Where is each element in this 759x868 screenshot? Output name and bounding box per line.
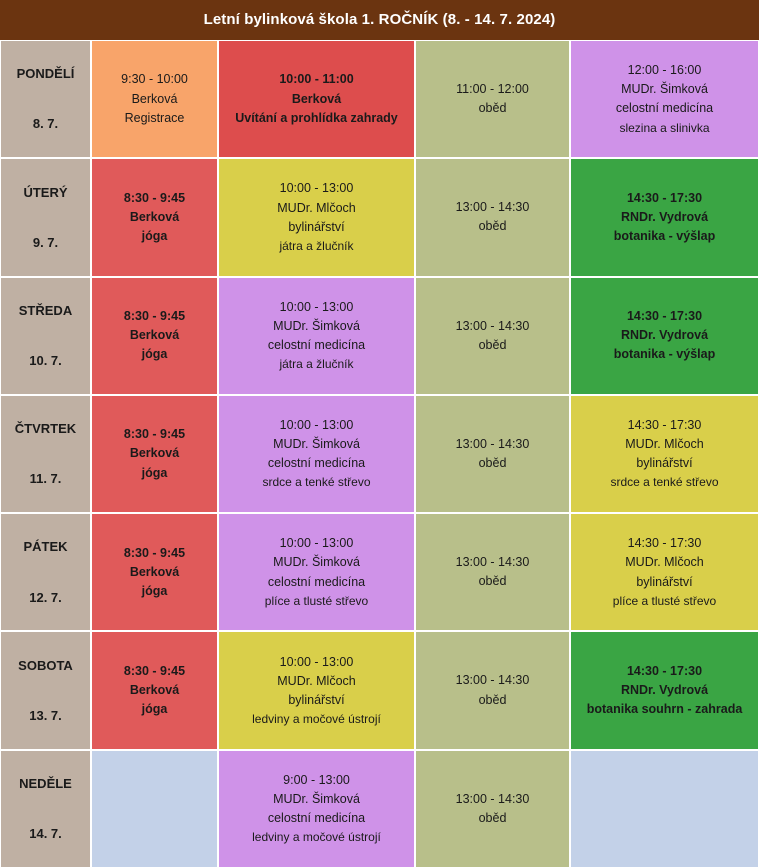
topic-label: bylinářství — [636, 574, 693, 589]
lecturer-label: oběd — [478, 810, 507, 825]
table-row — [0, 395, 759, 513]
lecturer-label: Berková — [129, 682, 180, 697]
day-name: ÚTERÝ — [23, 184, 68, 200]
slot-afternoon-cell — [570, 513, 759, 631]
day-name: PÁTEK — [23, 539, 68, 555]
lecturer-label: MUDr. Šimková — [621, 82, 708, 97]
slot-morning-cell — [91, 513, 218, 631]
day-name: ČTVRTEK — [14, 421, 77, 437]
slot-midday-cell — [218, 631, 415, 749]
table-row — [0, 631, 759, 749]
slot-afternoon-cell — [570, 631, 759, 749]
topic-label: ledviny a močové ústrojí — [252, 711, 381, 726]
lecturer-label: MUDr. Šimková — [273, 555, 360, 570]
topic-label: jóga — [141, 228, 168, 243]
time-label: 11:00 - 12:00 — [456, 82, 529, 97]
topic-label: botanika - výšlap — [613, 228, 716, 243]
lecturer-label: RNDr. Vydrová — [620, 209, 709, 224]
topic-label: Uvítání a prohlídka zahrady — [235, 110, 398, 125]
time-label: 9:30 - 10:00 — [121, 72, 188, 87]
day-cell — [0, 631, 91, 749]
lecturer-label: oběd — [478, 101, 507, 116]
day-cell — [0, 277, 91, 395]
lecturer-label: MUDr. Mlčoch — [277, 200, 356, 215]
slot-midday-cell — [218, 513, 415, 631]
topic-label: jóga — [141, 465, 168, 480]
time-label: 13:00 - 14:30 — [455, 791, 530, 806]
day-cell — [0, 158, 91, 276]
time-label: 8:30 - 9:45 — [123, 545, 186, 560]
topic-label: ledviny a močové ústrojí — [252, 830, 381, 845]
topic-label: jóga — [141, 583, 168, 598]
slot-afternoon-cell — [570, 395, 759, 513]
lecturer-label: Berková — [129, 564, 180, 579]
lecturer-label: Berková — [291, 91, 342, 106]
time-label: 9:00 - 13:00 — [283, 772, 350, 787]
table-row — [0, 277, 759, 395]
topic-label: celostní medicína — [267, 574, 366, 589]
day-date: 13. 7. — [29, 707, 62, 723]
table-row — [0, 750, 759, 868]
table-row — [0, 40, 759, 158]
time-label: 10:00 - 13:00 — [279, 181, 354, 196]
slot-lunch-cell — [415, 395, 570, 513]
time-label: 10:00 - 13:00 — [279, 654, 354, 669]
time-label: 14:30 - 17:30 — [626, 190, 703, 205]
slot-afternoon-cell — [570, 158, 759, 276]
lecturer-label: MUDr. Mlčoch — [625, 555, 704, 570]
time-label: 8:30 - 9:45 — [123, 427, 186, 442]
day-date: 11. 7. — [29, 471, 62, 487]
topic-label: celostní medicína — [267, 811, 366, 826]
time-label: 14:30 - 17:30 — [626, 309, 703, 324]
time-label: 8:30 - 9:45 — [123, 309, 186, 324]
day-name: NEDĚLE — [19, 775, 72, 791]
topic-label: celostní medicína — [267, 456, 366, 471]
time-label: 13:00 - 14:30 — [455, 318, 530, 333]
slot-afternoon-cell — [570, 750, 759, 868]
day-cell — [0, 395, 91, 513]
topic-label: bylinářství — [636, 456, 693, 471]
topic-label: slezina a slinivka — [619, 120, 710, 135]
table-row — [0, 513, 759, 631]
lecturer-label: oběd — [478, 219, 507, 234]
lecturer-label: MUDr. Mlčoch — [625, 437, 704, 452]
day-name: STŘEDA — [18, 302, 73, 318]
slot-morning-cell — [91, 395, 218, 513]
lecturer-label: Berková — [131, 91, 178, 106]
slot-lunch-cell — [415, 750, 570, 868]
lecturer-label: oběd — [478, 455, 507, 470]
day-name: SOBOTA — [18, 657, 73, 673]
schedule-grid — [0, 40, 759, 868]
lecturer-label: MUDr. Šimková — [273, 791, 360, 806]
time-label: 14:30 - 17:30 — [626, 663, 703, 678]
time-label: 14:30 - 17:30 — [627, 418, 702, 432]
lecturer-label: Berková — [129, 209, 180, 224]
day-cell — [0, 513, 91, 631]
day-date: 10. 7. — [29, 352, 62, 368]
time-label: 13:00 - 14:30 — [455, 673, 530, 688]
topic-label: srdce a tenké střevo — [610, 475, 719, 490]
slot-midday-cell — [218, 158, 415, 276]
slot-lunch-cell — [415, 40, 570, 158]
lecturer-label: RNDr. Vydrová — [620, 328, 709, 343]
lecturer-label: RNDr. Vydrová — [620, 682, 709, 697]
time-label: 13:00 - 14:30 — [455, 200, 530, 215]
topic-label: plíce a tlusté střevo — [264, 593, 369, 608]
topic-label: bylinářství — [288, 219, 345, 234]
slot-morning-cell — [91, 631, 218, 749]
lecturer-label: oběd — [478, 692, 507, 707]
time-label: 8:30 - 9:45 — [123, 190, 186, 205]
time-label: 14:30 - 17:30 — [627, 536, 702, 551]
topic-label: botanika souhrn - zahrada — [586, 702, 743, 717]
slot-lunch-cell — [415, 513, 570, 631]
topic-label: Registrace — [124, 110, 185, 125]
day-date: 8. 7. — [32, 116, 59, 132]
lecturer-label: MUDr. Šimková — [273, 318, 360, 333]
slot-morning-cell — [91, 158, 218, 276]
day-name: PONDĚLÍ — [16, 66, 75, 82]
slot-midday-cell — [218, 395, 415, 513]
topic-label: bylinářství — [288, 692, 345, 707]
day-date: 9. 7. — [32, 234, 59, 250]
slot-midday-cell — [218, 750, 415, 868]
topic-label: celostní medicína — [615, 101, 714, 116]
time-label: 13:00 - 14:30 — [455, 555, 530, 570]
lecturer-label: oběd — [478, 574, 507, 589]
day-cell — [0, 40, 91, 158]
day-date: 14. 7. — [29, 826, 62, 842]
table-row — [0, 158, 759, 276]
topic-label: játra a žlučník — [279, 357, 354, 372]
slot-midday-cell — [218, 40, 415, 158]
time-label: 10:00 - 13:00 — [279, 418, 354, 432]
slot-lunch-cell — [415, 277, 570, 395]
day-date: 12. 7. — [29, 589, 62, 605]
time-label: 8:30 - 9:45 — [123, 663, 186, 678]
time-label: 10:00 - 11:00 — [279, 72, 354, 87]
slot-morning-cell — [91, 40, 218, 158]
slot-morning-cell — [91, 750, 218, 868]
topic-label: jóga — [141, 347, 168, 362]
lecturer-label: Berková — [129, 328, 180, 343]
lecturer-label: oběd — [478, 337, 507, 352]
slot-afternoon-cell — [570, 277, 759, 395]
topic-label: botanika - výšlap — [613, 347, 716, 362]
topic-label: plíce a tlusté střevo — [612, 593, 717, 608]
lecturer-label: Berková — [129, 446, 180, 461]
lecturer-label: MUDr. Šimková — [273, 437, 360, 452]
time-label: 13:00 - 14:30 — [455, 436, 530, 451]
day-cell — [0, 750, 91, 868]
topic-label: jóga — [141, 702, 168, 717]
topic-label: srdce a tenké střevo — [262, 475, 371, 490]
time-label: 12:00 - 16:00 — [627, 63, 702, 78]
lecturer-label: MUDr. Mlčoch — [277, 673, 356, 688]
slot-morning-cell — [91, 277, 218, 395]
slot-lunch-cell — [415, 158, 570, 276]
time-label: 10:00 - 13:00 — [279, 536, 354, 551]
time-label: 10:00 - 13:00 — [279, 299, 354, 314]
schedule-title: Letní bylinková škola 1. ROČNÍK (8. - 14. 7. 2024) — [0, 0, 759, 40]
slot-lunch-cell — [415, 631, 570, 749]
slot-afternoon-cell — [570, 40, 759, 158]
slot-midday-cell — [218, 277, 415, 395]
topic-label: celostní medicína — [267, 337, 366, 352]
topic-label: játra a žlučník — [279, 238, 354, 253]
